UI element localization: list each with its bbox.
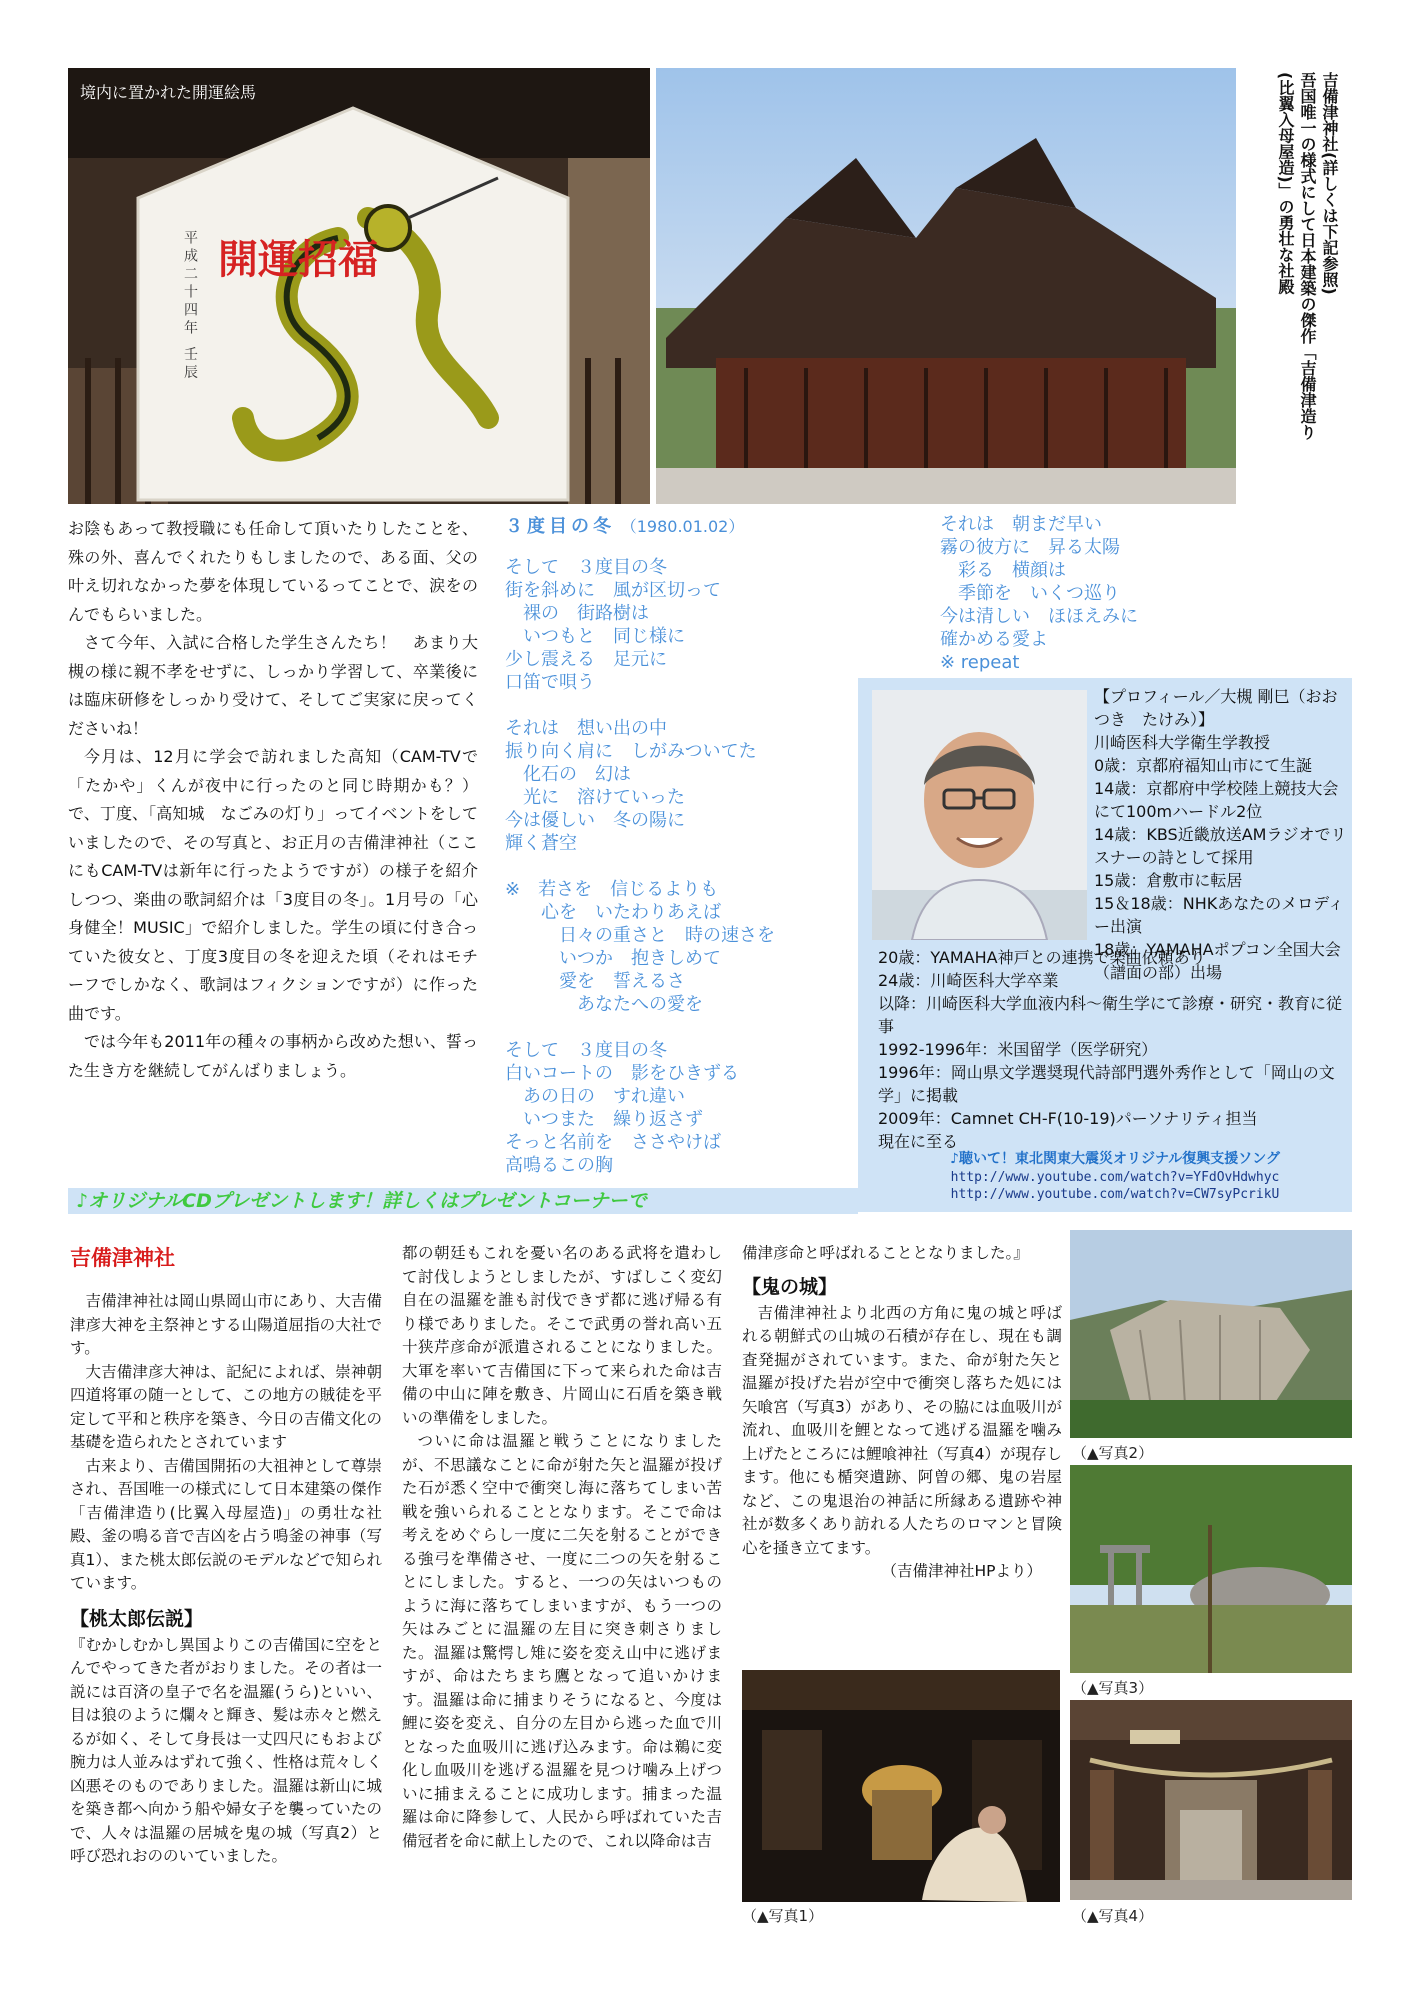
essay-paragraph-1: お陰もあって教授職にも任命して頂いたりしたことを、殊の外、喜んでくれたりもしましたので、ある面、父の叶え切れなかった夢を体現しているってことで、涙をのんでもらいました。: [68, 519, 478, 624]
photo-3-caption: （▲写真3）: [1072, 1679, 1154, 1697]
profile-item: 20歳：YAMAHA神戸との連携で楽曲依頼あり: [878, 948, 1206, 967]
poem-line: いつもと 同じ様に: [505, 626, 685, 647]
essay-paragraph-2: さて今年、入試に合格した学生さんたち！ あまり大槻の様に親不孝をせずに、しっかり学習して、卒業後には臨床研修をしっかり受けて、そしてご実家に戻ってくださいね！: [68, 633, 478, 738]
photo-1: [742, 1670, 1060, 1902]
profile-item: 24歳：川崎医科大学卒業: [878, 971, 1059, 990]
kibitsu-c3-first: 備津彦命と呼ばれることとなりました。』: [742, 1244, 1029, 1262]
photo-4-caption: （▲写真4）: [1072, 1907, 1154, 1925]
poem-line: 今は優しい 冬の陽に: [505, 810, 685, 831]
profile-header: 【プロフィール／大槻 剛巳（おおつき たけみ）】: [1094, 687, 1338, 729]
profile-item: 15歳：倉敷市に転居: [1094, 871, 1243, 890]
kibitsu-c1-p1: 吉備津神社は岡山県岡山市にあり、大吉備津彦大神を主祭神とする山陽道屈指の大社です。: [70, 1292, 382, 1357]
profile-item: 1996年：岡山県文学選奨現代詩部門選外秀作として「岡山の文学」に掲載: [878, 1063, 1335, 1105]
shrine-caption-line1: 吉備津神社(詳しくは下記参照): [1320, 72, 1339, 295]
profile-item: 14歳：京都府中学校陸上競技大会にて100mハードル2位: [1094, 779, 1339, 821]
photo-3: [1070, 1465, 1352, 1673]
poem-line: いつまた 繰り返さず: [505, 1109, 703, 1130]
poem-line: 確かめる愛よ: [940, 629, 1048, 650]
poem-line: [505, 855, 835, 878]
kibitsu-column-1: [70, 1290, 382, 1869]
ema-caption: 境内に置かれた開運絵馬: [80, 83, 257, 102]
profile-affiliation: 川崎医科大学衛生学教授: [1094, 733, 1271, 752]
ema-board-date: 平成二十四年 壬辰: [182, 230, 198, 383]
ema-board-title: 開運招福: [218, 236, 378, 283]
profile-item: 18歳：YAMAHAポプコン全国大会（譜面の部）出場: [1094, 940, 1341, 982]
poem-line: 今は清しい ほほえみに: [940, 606, 1138, 627]
profile-items-full: [878, 945, 1346, 1152]
photo-1-caption: （▲写真1）: [742, 1907, 824, 1925]
essay-paragraph-4: では今年も2011年の種々の事柄から改めた想い、誓った生き方を継続してがんばりましょう。: [68, 1032, 478, 1080]
kibitsu-c2-p1: 都の朝廷もこれを憂い名のある武将を遣わして討伐しようとしましたが、すばしこく変幻自在の温羅を誰も討伐できず都に逃げ帰る有り様でありました。そこで武勇の誉れ高い五十狭芹彦命が派遣されることになりました。大軍を率いて吉備国に下って来られた命は吉備の中山に陣を敷き、片岡山に石盾を築き戦いの準備をしました。: [402, 1244, 722, 1427]
profile-item: 1992-1996年：米国留学（医学研究）: [878, 1040, 1158, 1059]
shrine-photo-art: [656, 68, 1236, 504]
kibitsu-column-2: [402, 1242, 722, 1853]
profile-top: [1094, 684, 1348, 983]
cd-present-text: ♪オリジナルCDプレゼントします！詳しくはプレゼントコーナーで: [76, 1190, 647, 1212]
poem-line: それは 朝まだ早い: [940, 514, 1102, 535]
poem-line: 輝く蒼空: [505, 833, 577, 854]
photo-4-art: [1070, 1700, 1352, 1900]
kibitsu-column-3: [742, 1242, 1062, 1584]
poem-date: （1980.01.02）: [620, 517, 745, 536]
poem-line: [505, 694, 835, 717]
poem-line: 口笛で唄う: [505, 672, 595, 693]
poem-line: そして ３度目の冬: [505, 557, 667, 578]
poem-line: 化石の 幻は: [505, 764, 631, 785]
poem-line: ※ 若さを 信じるよりも: [505, 879, 719, 900]
poem-line: そして ３度目の冬: [505, 1040, 667, 1061]
kibitsu-source: （吉備津神社HPより）: [881, 1562, 1042, 1580]
profile-item: 2009年：Camnet CH-F(10-19)パーソナリティ担当: [878, 1109, 1258, 1128]
poem-line: [505, 1016, 835, 1039]
poem-column-2: [940, 513, 1240, 674]
poem-line: あの日の すれ違い: [505, 1086, 685, 1107]
photo-2-caption: （▲写真2）: [1072, 1444, 1154, 1462]
kibitsu-c1-p2: 大吉備津彦大神は、記紀によれば、崇神朝四道将軍の随一として、この地方の賊徒を平定して平和と秩序を築き、今日の吉備文化の基礎を造られたとされています: [70, 1362, 382, 1451]
kibitsu-c2-p2: ついに命は温羅と戦うことになりましたが、不思議なことに命が射た矢と温羅が投げた石が悉く空中で衝突し海に落ちてしまい苦戦を強いられることとなります。そこで命は考えをめぐらし一度に二矢を射ることができる強弓を準備させ、一度に二つの矢を射ることにしました。すると、一つの矢はいつものように海に落ちてしまいますが、もう一つの矢はみごとに温羅の左目に突き刺さりました。温羅は驚愕し雉に姿を変え山中に逃げますが、命はたちまち鷹となって追いかけます。温羅は命に捕まりそうになると、今度は鯉に姿を変え、自分の左目から逃った血で川となった血吸川に逃げ込みます。命は鵜に変化し血吸川を逃げる温羅を見つけ噛み上げついに捕まえることに成功します。捕まった温羅は命に降参して、人民から呼ばれていた吉備冠者を命に献上したので、これ以降命は吉: [402, 1432, 722, 1850]
poem-line: それは 想い出の中: [505, 718, 667, 739]
ema-photo-art: [68, 68, 650, 504]
poem-line: 光に 溶けていった: [505, 787, 685, 808]
poem-line: 高鳴るこの胸: [505, 1155, 613, 1176]
poem-title: ３度目の冬: [505, 516, 615, 537]
shrine-photo: [656, 68, 1236, 504]
essay: [68, 515, 478, 1085]
profile-item: 15＆18歳：NHKあなたのメロディー出演: [1094, 894, 1344, 936]
poem-line: 心を いたわりあえば: [505, 902, 721, 923]
kibitsu-title: 吉備津神社: [70, 1246, 175, 1270]
poem-line: 振り向く肩に しがみついてた: [505, 741, 757, 762]
ema-photo: [68, 68, 650, 504]
poem-line: 白いコートの 影をひきずる: [505, 1063, 739, 1084]
poem-line: 街を斜めに 風が区切って: [505, 580, 721, 601]
poem-title-block: [505, 515, 744, 538]
poem-line: 日々の重さと 時の速さを: [505, 925, 775, 946]
poem-line: いつか 抱きしめて: [505, 948, 721, 969]
poem-line: 彩る 横顔は: [940, 560, 1066, 581]
oni-heading: 【鬼の城】: [742, 1275, 838, 1298]
photo-2: [1070, 1230, 1352, 1438]
shrine-caption-line3: (比翼入母屋造)」の勇壮な社殿: [1276, 72, 1295, 295]
profile-item: 14歳：KBS近畿放送AMラジオでリスナーの詩として採用: [1094, 825, 1347, 867]
poem-line: 愛を 誓えるさ: [505, 971, 685, 992]
shrine-caption-line2: 吾国唯一の様式にして日本建築の傑作「吉備津造り: [1298, 72, 1317, 440]
poem-line: 裸の 街路樹は: [505, 603, 649, 624]
shrine-vertical-caption: [1240, 72, 1340, 512]
song-url-2[interactable]: http://www.youtube.com/watch?v=CW7syPcrikU: [950, 1187, 1280, 1202]
profile-photo-art: [872, 690, 1087, 940]
poem-line: あなたへの愛を: [505, 994, 703, 1015]
poem-column-1: [505, 556, 835, 1177]
photo-4: [1070, 1700, 1352, 1900]
essay-paragraph-3: 今月は、12月に学会で訪れました高知（CAM-TVで「たかや」くんが夜中に行ったのと同じ時期かも？）で、丁度、「高知城 なごみの灯り」ってイベントをしていましたので、その写真と、お正月の吉備津神社（ここにもCAM-TVは新年に行ったようですが）の様子を紹介しつつ、楽曲の歌詞紹介は「3度目の冬」。1月号の「心身健全！MUSIC」で紹介しました。学生の頃に付き合っていた彼女と、丁度3度目の冬を迎えた頃（それはモチーフでしかなく、歌詞はフィクションですが）に作った曲です。: [68, 747, 478, 1023]
profile-photo: [872, 690, 1087, 940]
poem-line: 霧の彼方に 昇る太陽: [940, 537, 1120, 558]
kibitsu-c1-p3: 古来より、吉備国開拓の大祖神として尊崇され、吾国唯一の様式にして日本建築の傑作「吉備津造り(比翼入母屋造)」の勇壮な社殿、釜の鳴る音で吉凶を占う鳴釜の神事（写真1）、また桃太郎伝説のモデルなどで知られています。: [70, 1456, 382, 1592]
photo-1-art: [742, 1670, 1060, 1902]
poem-line: 少し震える 足元に: [505, 649, 667, 670]
oni-text: 吉備津神社より北西の方角に鬼の城と呼ばれる朝鮮式の山城の石積が存在し、現在も調査発掘がされています。また、命が射た矢と温羅が投げた岩が空中で衝突し落ちた処には矢喰宮（写真3）があり、その脇には血吸川が流れ、血吸川を鯉となって逃げる温羅を噛み上げたところには鯉喰神社（写真4）が現存します。他にも楯突遺跡、阿曽の郷、鬼の岩屋など、この鬼退治の神話に所縁ある遺跡や神社が数多くあり訪れる人たちのロマンと冒険心を掻き立てます。: [742, 1303, 1062, 1557]
poem-line: 季節を いくつ巡り: [940, 583, 1120, 604]
momotaro-heading: 【桃太郎伝説】: [70, 1607, 204, 1630]
profile-item: 0歳：京都府福知山市にて生誕: [1094, 756, 1313, 775]
photo-3-art: [1070, 1465, 1352, 1673]
profile-item: 現在に至る: [878, 1132, 959, 1151]
song-url-1[interactable]: http://www.youtube.com/watch?v=YFdOvHdwhyc: [950, 1170, 1280, 1185]
momotaro-text: 『むかしむかし異国よりこの吉備国に空をとんでやってきた者がおりました。その者は一説には百済の皇子で名を温羅(うら)といい、目は狼のように爛々と輝き、髪は赤々と燃えるが如く、そして身長は一丈四尺にもおよび腕力は人並みはずれて強く、性格は荒々しく凶悪そのものでありました。温羅は新山に城を築き都へ向かう船や婦女子を襲っていたので、人々は温羅の居城を鬼の城（写真2）と呼び恐れおののいていました。: [70, 1635, 382, 1865]
song-title: ♪聴いて！東北関東大震災オリジナル復興支援ソング: [950, 1151, 1280, 1167]
poem-line: そっと名前を ささやけば: [505, 1132, 721, 1153]
profile-song: [880, 1150, 1350, 1203]
profile-item: 以降：川崎医科大学血液内科～衛生学にて診療・研究・教育に従事: [878, 994, 1343, 1036]
photo-2-art: [1070, 1230, 1352, 1438]
poem-line: ※ repeat: [940, 652, 1020, 673]
